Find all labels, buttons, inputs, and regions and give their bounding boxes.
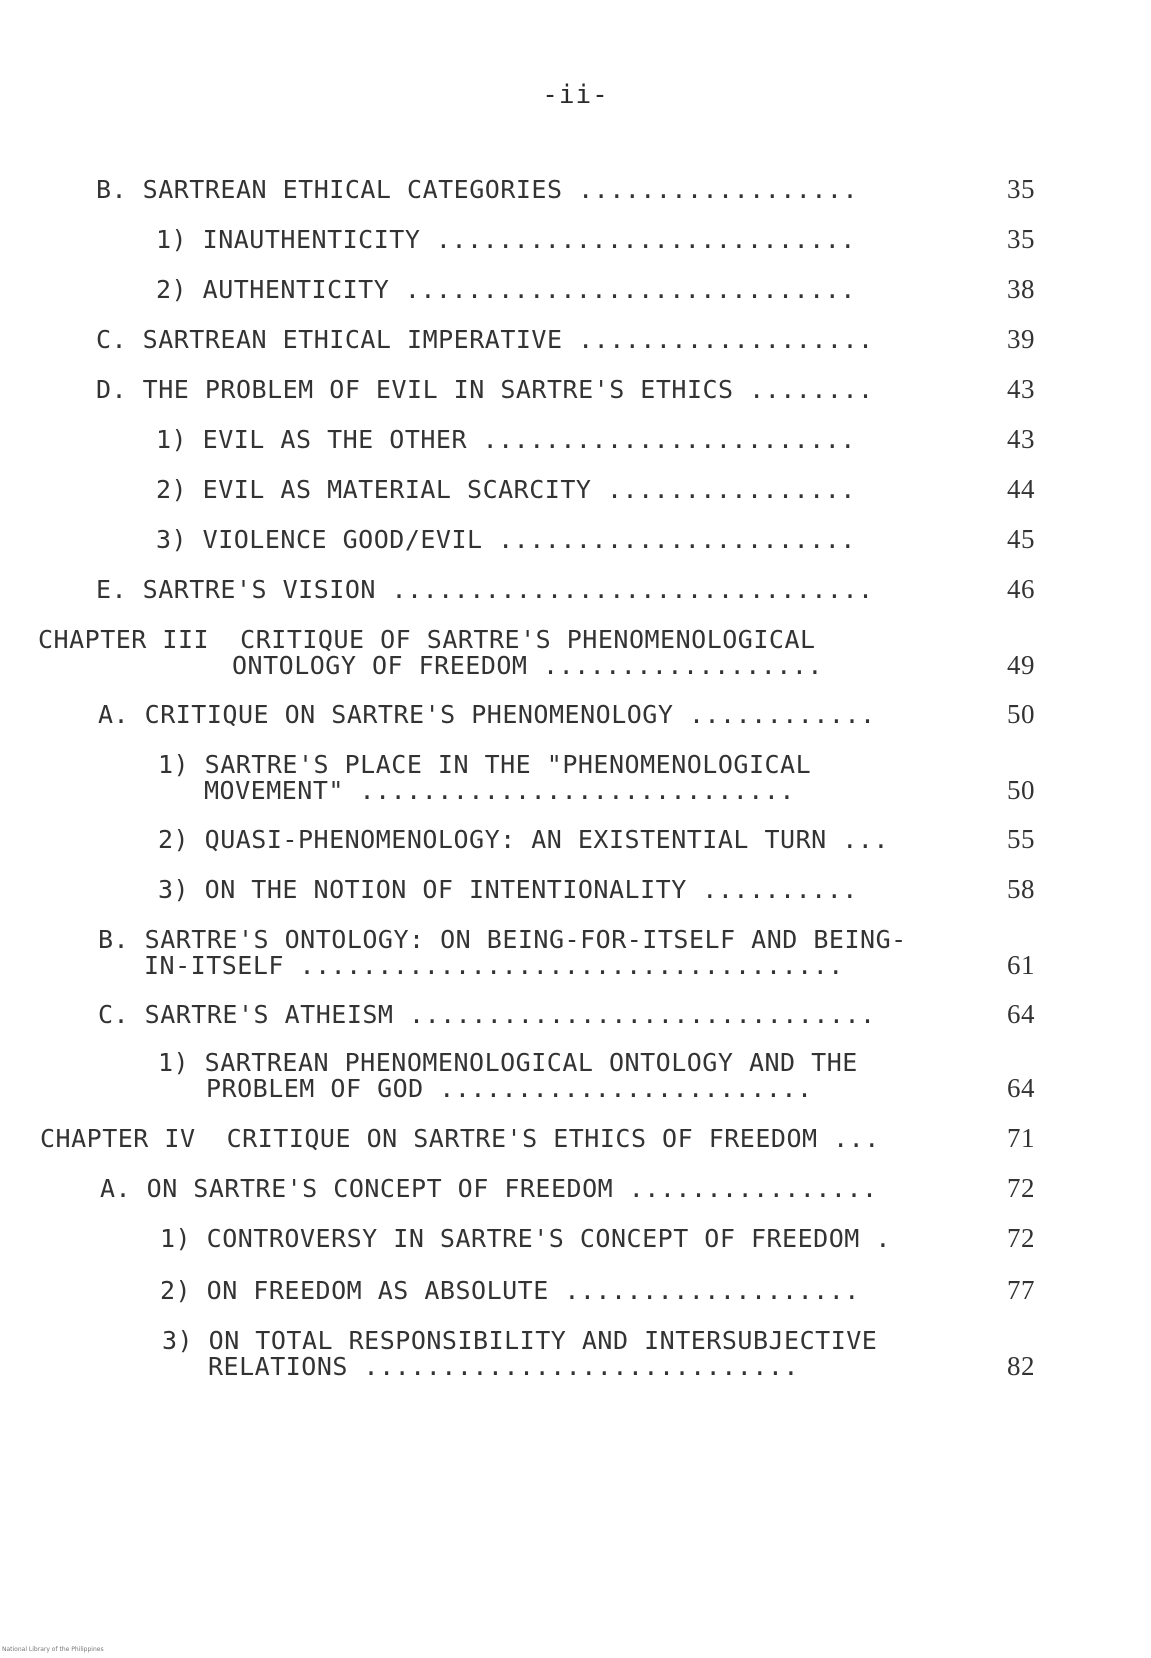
toc-entry-page: 72 <box>1007 1173 1035 1203</box>
toc-entry-label: 3) ON TOTAL RESPONSIBILITY AND INTERSUBJECTIVE <box>162 1326 878 1355</box>
toc-entry-label: 2) EVIL AS MATERIAL SCARCITY ................ <box>156 475 856 504</box>
toc-entry-page: 35 <box>1007 174 1035 204</box>
toc-entry-page: 39 <box>1007 324 1035 354</box>
toc-entry-label-continued: ONTOLOGY OF FREEDOM .................. <box>232 651 823 680</box>
toc-entry-label: 1) SARTREAN PHENOMENOLOGICAL ONTOLOGY AND THE <box>158 1048 858 1077</box>
toc-entry-page: 50 <box>1007 699 1035 729</box>
toc-entry-label: 2) AUTHENTICITY ............................. <box>156 275 856 304</box>
toc-entry-page: 82 <box>1007 1351 1035 1381</box>
toc-entry-label: C. SARTREAN ETHICAL IMPERATIVE ................... <box>96 325 874 354</box>
toc-entry-page: 50 <box>1007 775 1035 805</box>
toc-entry-page: 64 <box>1007 1073 1035 1103</box>
page-number: -ii- <box>542 80 609 110</box>
toc-entry-page: 38 <box>1007 274 1035 304</box>
toc-entry-label: C. SARTRE'S ATHEISM .............................. <box>98 1000 876 1029</box>
toc-entry-page: 77 <box>1007 1275 1035 1305</box>
toc-entry-label: CHAPTER IV CRITIQUE ON SARTRE'S ETHICS OF FREEDOM ... <box>40 1124 880 1153</box>
toc-entry-label: A. CRITIQUE ON SARTRE'S PHENOMENOLOGY ............ <box>98 700 876 729</box>
toc-entry-page: 46 <box>1007 574 1035 604</box>
toc-entry-label-continued: IN-ITSELF ................................... <box>144 951 844 980</box>
toc-entry-page: 55 <box>1007 824 1035 854</box>
toc-entry-page: 35 <box>1007 224 1035 254</box>
toc-entry-page: 43 <box>1007 374 1035 404</box>
toc-entry-page: 45 <box>1007 524 1035 554</box>
toc-entry-label: 3) ON THE NOTION OF INTENTIONALITY .......... <box>158 875 858 904</box>
toc-entry-page: 44 <box>1007 474 1035 504</box>
toc-entry-label: D. THE PROBLEM OF EVIL IN SARTRE'S ETHICS ........ <box>96 375 874 404</box>
toc-entry-page: 71 <box>1007 1123 1035 1153</box>
toc-entry-label: A. ON SARTRE'S CONCEPT OF FREEDOM ................ <box>100 1174 878 1203</box>
toc-entry-page: 64 <box>1007 999 1035 1029</box>
toc-entry-label: 3) VIOLENCE GOOD/EVIL ....................... <box>156 525 856 554</box>
toc-entry-label: 1) SARTRE'S PLACE IN THE "PHENOMENOLOGICAL <box>158 750 812 779</box>
toc-entry-label: B. SARTRE'S ONTOLOGY: ON BEING-FOR-ITSELF AND BEING- <box>98 925 907 954</box>
toc-entry-label: E. SARTRE'S VISION ............................... <box>96 575 874 604</box>
toc-entry-page: 43 <box>1007 424 1035 454</box>
toc-entry-page: 58 <box>1007 874 1035 904</box>
toc-entry-label: 1) EVIL AS THE OTHER ........................ <box>156 425 856 454</box>
toc-entry-page: 61 <box>1007 950 1035 980</box>
toc-entry-label-continued: PROBLEM OF GOD ........................ <box>206 1074 813 1103</box>
toc-entry-label: 2) QUASI-PHENOMENOLOGY: AN EXISTENTIAL TURN ... <box>158 825 889 854</box>
toc-entry-label: B. SARTREAN ETHICAL CATEGORIES .................. <box>96 175 859 204</box>
toc-entry-page: 72 <box>1007 1223 1035 1253</box>
toc-entry-label: 1) CONTROVERSY IN SARTRE'S CONCEPT OF FREEDOM . <box>160 1224 891 1253</box>
toc-entry-label: 2) ON FREEDOM AS ABSOLUTE ................... <box>160 1276 860 1305</box>
toc-entry-page: 49 <box>1007 650 1035 680</box>
toc-entry-label-continued: MOVEMENT" ............................ <box>204 776 795 805</box>
toc-entry-label: CHAPTER III CRITIQUE OF SARTRE'S PHENOMENOLOGICAL <box>38 625 816 654</box>
toc-entry-label-continued: RELATIONS ............................ <box>208 1352 799 1381</box>
scan-footer: National Library of the Philippines <box>2 1646 104 1653</box>
toc-entry-label: 1) INAUTHENTICITY ........................... <box>156 225 856 254</box>
